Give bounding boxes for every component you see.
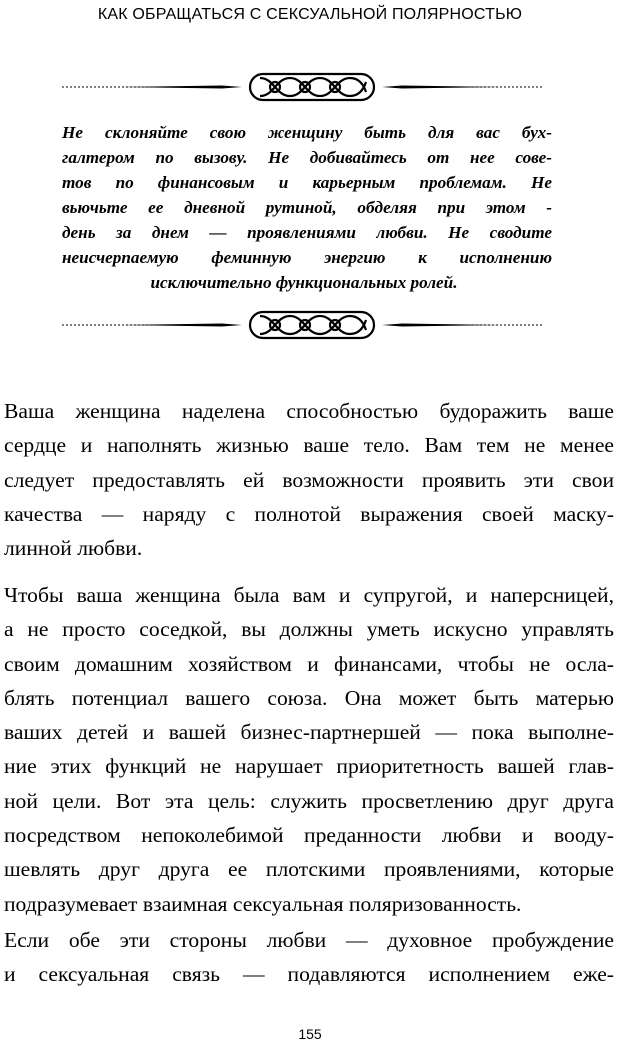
- quote-line: галтером по вызову. Не добивайтесь от нее сове-: [62, 148, 552, 167]
- body-paragraph-3: [4, 923, 614, 992]
- celtic-knot-ornament-bottom: [62, 308, 562, 342]
- running-header: КАК ОБРАЩАТЬСЯ С СЕКСУАЛЬНОЙ ПОЛЯРНОСТЬЮ: [97, 6, 523, 23]
- text-line: своим домашним хозяйством и финансами, чтобы не осла-: [4, 651, 614, 676]
- pull-quote: [62, 120, 552, 295]
- quote-line: день за днем — проявлениями любви. Не сводите: [62, 223, 552, 242]
- quote-line: тов по финансовым и карьерным проблемам. Не: [62, 173, 552, 192]
- text-line: Если обе эти стороны любви — духовное пробуждение: [4, 928, 614, 952]
- text-line: ной цели. Вот эта цель: служить просветлению друг друга: [4, 788, 614, 813]
- text-line: сердце и наполнять жизнью ваше тело. Вам тем не менее: [4, 433, 614, 458]
- quote-line: неисчерпаемую феминную энергию к исполнению: [62, 248, 552, 267]
- body-paragraph-2: [4, 578, 614, 921]
- text-line: Ваша женщина наделена способностью будоражить ваше: [4, 399, 614, 423]
- text-line: ние этих функций не нарушает приоритетность вашей глав-: [4, 754, 614, 779]
- text-line: ваших детей и вашей бизнес-партнершей — пока выполне-: [4, 720, 614, 745]
- text-line: шевлять друг друга ее плотскими проявлениями, которые: [4, 857, 614, 882]
- text-line: Чтобы ваша женщина была вам и супругой, и наперсницей,: [4, 583, 614, 607]
- text-line: посредством непоколебимой преданности любви и вооду-: [4, 823, 614, 848]
- celtic-knot-ornament-top: [62, 70, 562, 104]
- quote-line: исключительно функциональных ролей.: [150, 273, 458, 292]
- text-line: следует предоставлять ей возможности проявить эти свои: [4, 467, 614, 492]
- text-line: качества — наряду с полнотой выражения своей маску-: [4, 501, 614, 526]
- text-line: блять потенциал вашего союза. Она может быть матерью: [4, 685, 614, 710]
- text-line: а не просто соседкой, вы должны уметь искусно управлять: [4, 617, 614, 642]
- page-number: 155: [298, 1026, 322, 1042]
- quote-line: Не склоняйте свою женщину быть для вас бух-: [62, 123, 552, 142]
- body-paragraph-1: [4, 394, 614, 565]
- quote-line: вьючьте ее дневной рутиной, обделяя при этом -: [62, 198, 552, 217]
- text-line: подразумевает взаимная сексуальная поляризованность.: [4, 891, 522, 916]
- text-line: и сексуальная связь — подавляются исполнением еже-: [4, 962, 614, 987]
- text-line: линной любви.: [4, 536, 143, 561]
